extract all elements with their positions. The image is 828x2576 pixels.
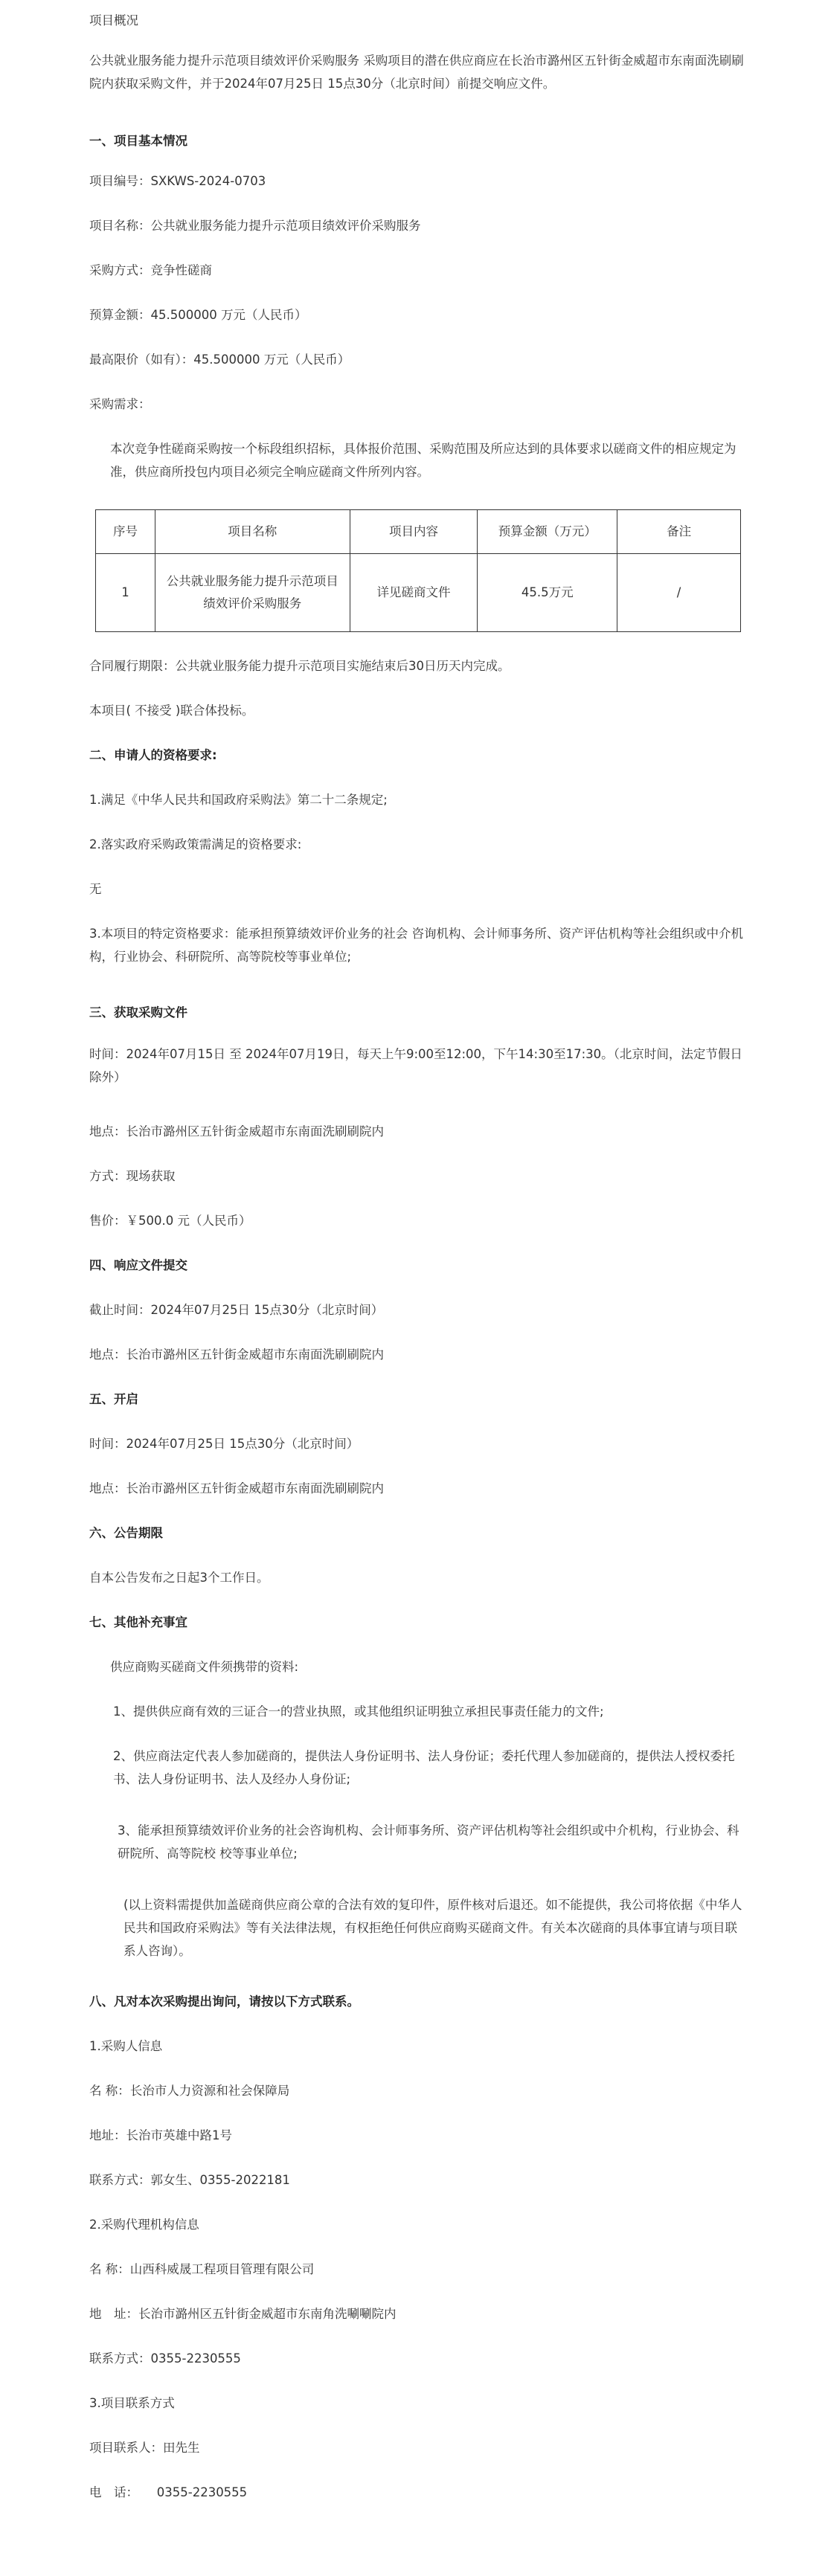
section1-title: 一、项目基本情况: [89, 134, 187, 148]
overview-intro: 公共就业服务能力提升示范项目绩效评价采购服务 采购项目的潜在供应商应在长治市潞州区五针街金威超市东南面洗刷刷院内获取采购文件，并于2024年07月25日 15点30分（北京时间）前提交响应文件。: [89, 54, 744, 91]
consortium-note: 本项目( 不接受 )联合体投标。: [89, 703, 254, 718]
purchaser-title: 1.采购人信息: [89, 2039, 163, 2053]
purchaser-contact: 联系方式：郭女生、0355-2022181: [89, 2173, 290, 2187]
agency-title: 2.采购代理机构信息: [89, 2218, 199, 2232]
requirement-1: 1.满足《中华人民共和国政府采购法》第二十二条规定;: [89, 793, 388, 807]
section8-title: 八、凡对本次采购提出询问，请按以下方式联系。: [89, 1994, 359, 2009]
supplement-item-2: 2、供应商法定代表人参加磋商的，提供法人身份证明书、法人身份证；委托代理人参加磋商的，提供法人授权委托书、法人身份证明书、法人及经办人身份证;: [113, 1749, 735, 1786]
purchaser-address: 地址：长治市英雄中路1号: [89, 2128, 232, 2142]
table-cell-no: 1: [96, 554, 155, 632]
table-header-cell: 备注: [617, 510, 741, 554]
section3-title: 三、获取采购文件: [89, 1005, 187, 1020]
project-contact-person: 项目联系人：田先生: [89, 2441, 200, 2455]
table-header-cell: 预算金额（万元）: [478, 510, 617, 554]
opening-time: 时间：2024年07月25日 15点30分（北京时间）: [89, 1437, 359, 1451]
requirement-3: 3.本项目的特定资格要求：能承担预算绩效评价业务的社会 咨询机构、会计师事务所、资产评估机构等社会组织或中介机 构，行业协会、科研院所、高等院校等事业单位;: [89, 927, 743, 964]
requirement-2-value: 无: [89, 882, 102, 896]
obtain-place: 地点：长治市潞州区五针街金威超市东南面洗刷刷院内: [89, 1124, 384, 1139]
section7-title: 七、其他补充事宜: [89, 1615, 187, 1629]
table-cell-name: 公共就业服务能力提升示范项目绩效评价采购服务: [155, 554, 350, 632]
supplement-item-3: 3、能承担预算绩效评价业务的社会咨询机构、会计师事务所、资产评估机构等社会组织或中介机构，行业协会、科研院所、高等院校 校等事业单位;: [118, 1823, 739, 1861]
agency-contact: 联系方式：0355-2230555: [89, 2351, 241, 2366]
table-cell-content: 详见磋商文件: [350, 554, 478, 632]
contract-term: 合同履行期限：公共就业服务能力提升示范项目实施结束后30日历天内完成。: [89, 659, 510, 673]
table-cell-budget: 45.5万元: [478, 554, 617, 632]
table-row: [96, 554, 741, 632]
section5-title: 五、开启: [89, 1392, 138, 1406]
project-contact-phone: 电 话： 0355-2230555: [89, 2485, 248, 2499]
table-header-cell: 项目名称: [155, 510, 350, 554]
supplement-item-1: 1、提供供应商有效的三证合一的营业执照，或其他组织证明独立承担民事责任能力的文件;: [113, 1704, 604, 1719]
project-contact-title: 3.项目联系方式: [89, 2396, 175, 2410]
table-header-row: [96, 510, 741, 554]
overview-heading: 项目概况: [89, 13, 138, 28]
max-price: 最高限价（如有）：45.500000 万元（人民币）: [89, 352, 350, 367]
supplement-intro: 供应商购买磋商文件须携带的资料:: [110, 1660, 299, 1674]
agency-name: 名 称：山西科威晟工程项目管理有限公司: [89, 2262, 315, 2276]
submit-place: 地点：长治市潞州区五针街金威超市东南面洗刷刷院内: [89, 1347, 384, 1362]
budget-amount: 预算金额：45.500000 万元（人民币）: [89, 308, 307, 322]
opening-place: 地点：长治市潞州区五针街金威超市东南面洗刷刷院内: [89, 1481, 384, 1495]
table-header-cell: 项目内容: [350, 510, 478, 554]
procurement-method: 采购方式：竞争性磋商: [89, 263, 212, 277]
obtain-price: 售价：￥500.0 元（人民币）: [89, 1214, 251, 1228]
requirement-2: 2.落实政府采购政策需满足的资格要求:: [89, 837, 302, 851]
table-cell-note: /: [617, 554, 741, 632]
obtain-time: 时间：2024年07月15日 至 2024年07月19日，每天上午9:00至12:00，下午14:30至17:30。（北京时间，法定节假日除外）: [89, 1047, 742, 1084]
section4-title: 四、响应文件提交: [89, 1258, 187, 1272]
project-name: 项目名称：公共就业服务能力提升示范项目绩效评价采购服务: [89, 219, 421, 233]
announcement-period: 自本公告发布之日起3个工作日。: [89, 1571, 269, 1585]
submit-deadline: 截止时间：2024年07月25日 15点30分（北京时间）: [89, 1303, 384, 1317]
purchaser-name: 名 称：长治市人力资源和社会保障局: [89, 2084, 290, 2098]
demand-label: 采购需求：: [89, 397, 151, 411]
table-header-cell: 序号: [96, 510, 155, 554]
agency-address: 地 址：长治市潞州区五针街金威超市东南角洗唰唰院内: [89, 2307, 397, 2321]
demand-text: 本次竞争性磋商采购按一个标段组织招标，具体报价范围、采购范围及所应达到的具体要求以磋商文件的相应规定为准，供应商所投包内项目必须完全响应磋商文件所列内容。: [110, 442, 736, 479]
procurement-table: [95, 509, 741, 632]
section6-title: 六、公告期限: [89, 1526, 163, 1540]
supplement-note: (以上资料需提供加盖磋商供应商公章的合法有效的复印件，原件核对后退还。如不能提供，我公司将依据《中华人民共和国政府采购法》等有关法律法规，有权拒绝任何供应商购买磋商文件。有关本次磋商的具体事宜请与项目联系人咨询）。: [123, 1898, 742, 1958]
project-number: 项目编号：SXKWS-2024-0703: [89, 174, 266, 188]
section2-title: 二、申请人的资格要求:: [89, 748, 217, 762]
obtain-method: 方式：现场获取: [89, 1169, 176, 1183]
